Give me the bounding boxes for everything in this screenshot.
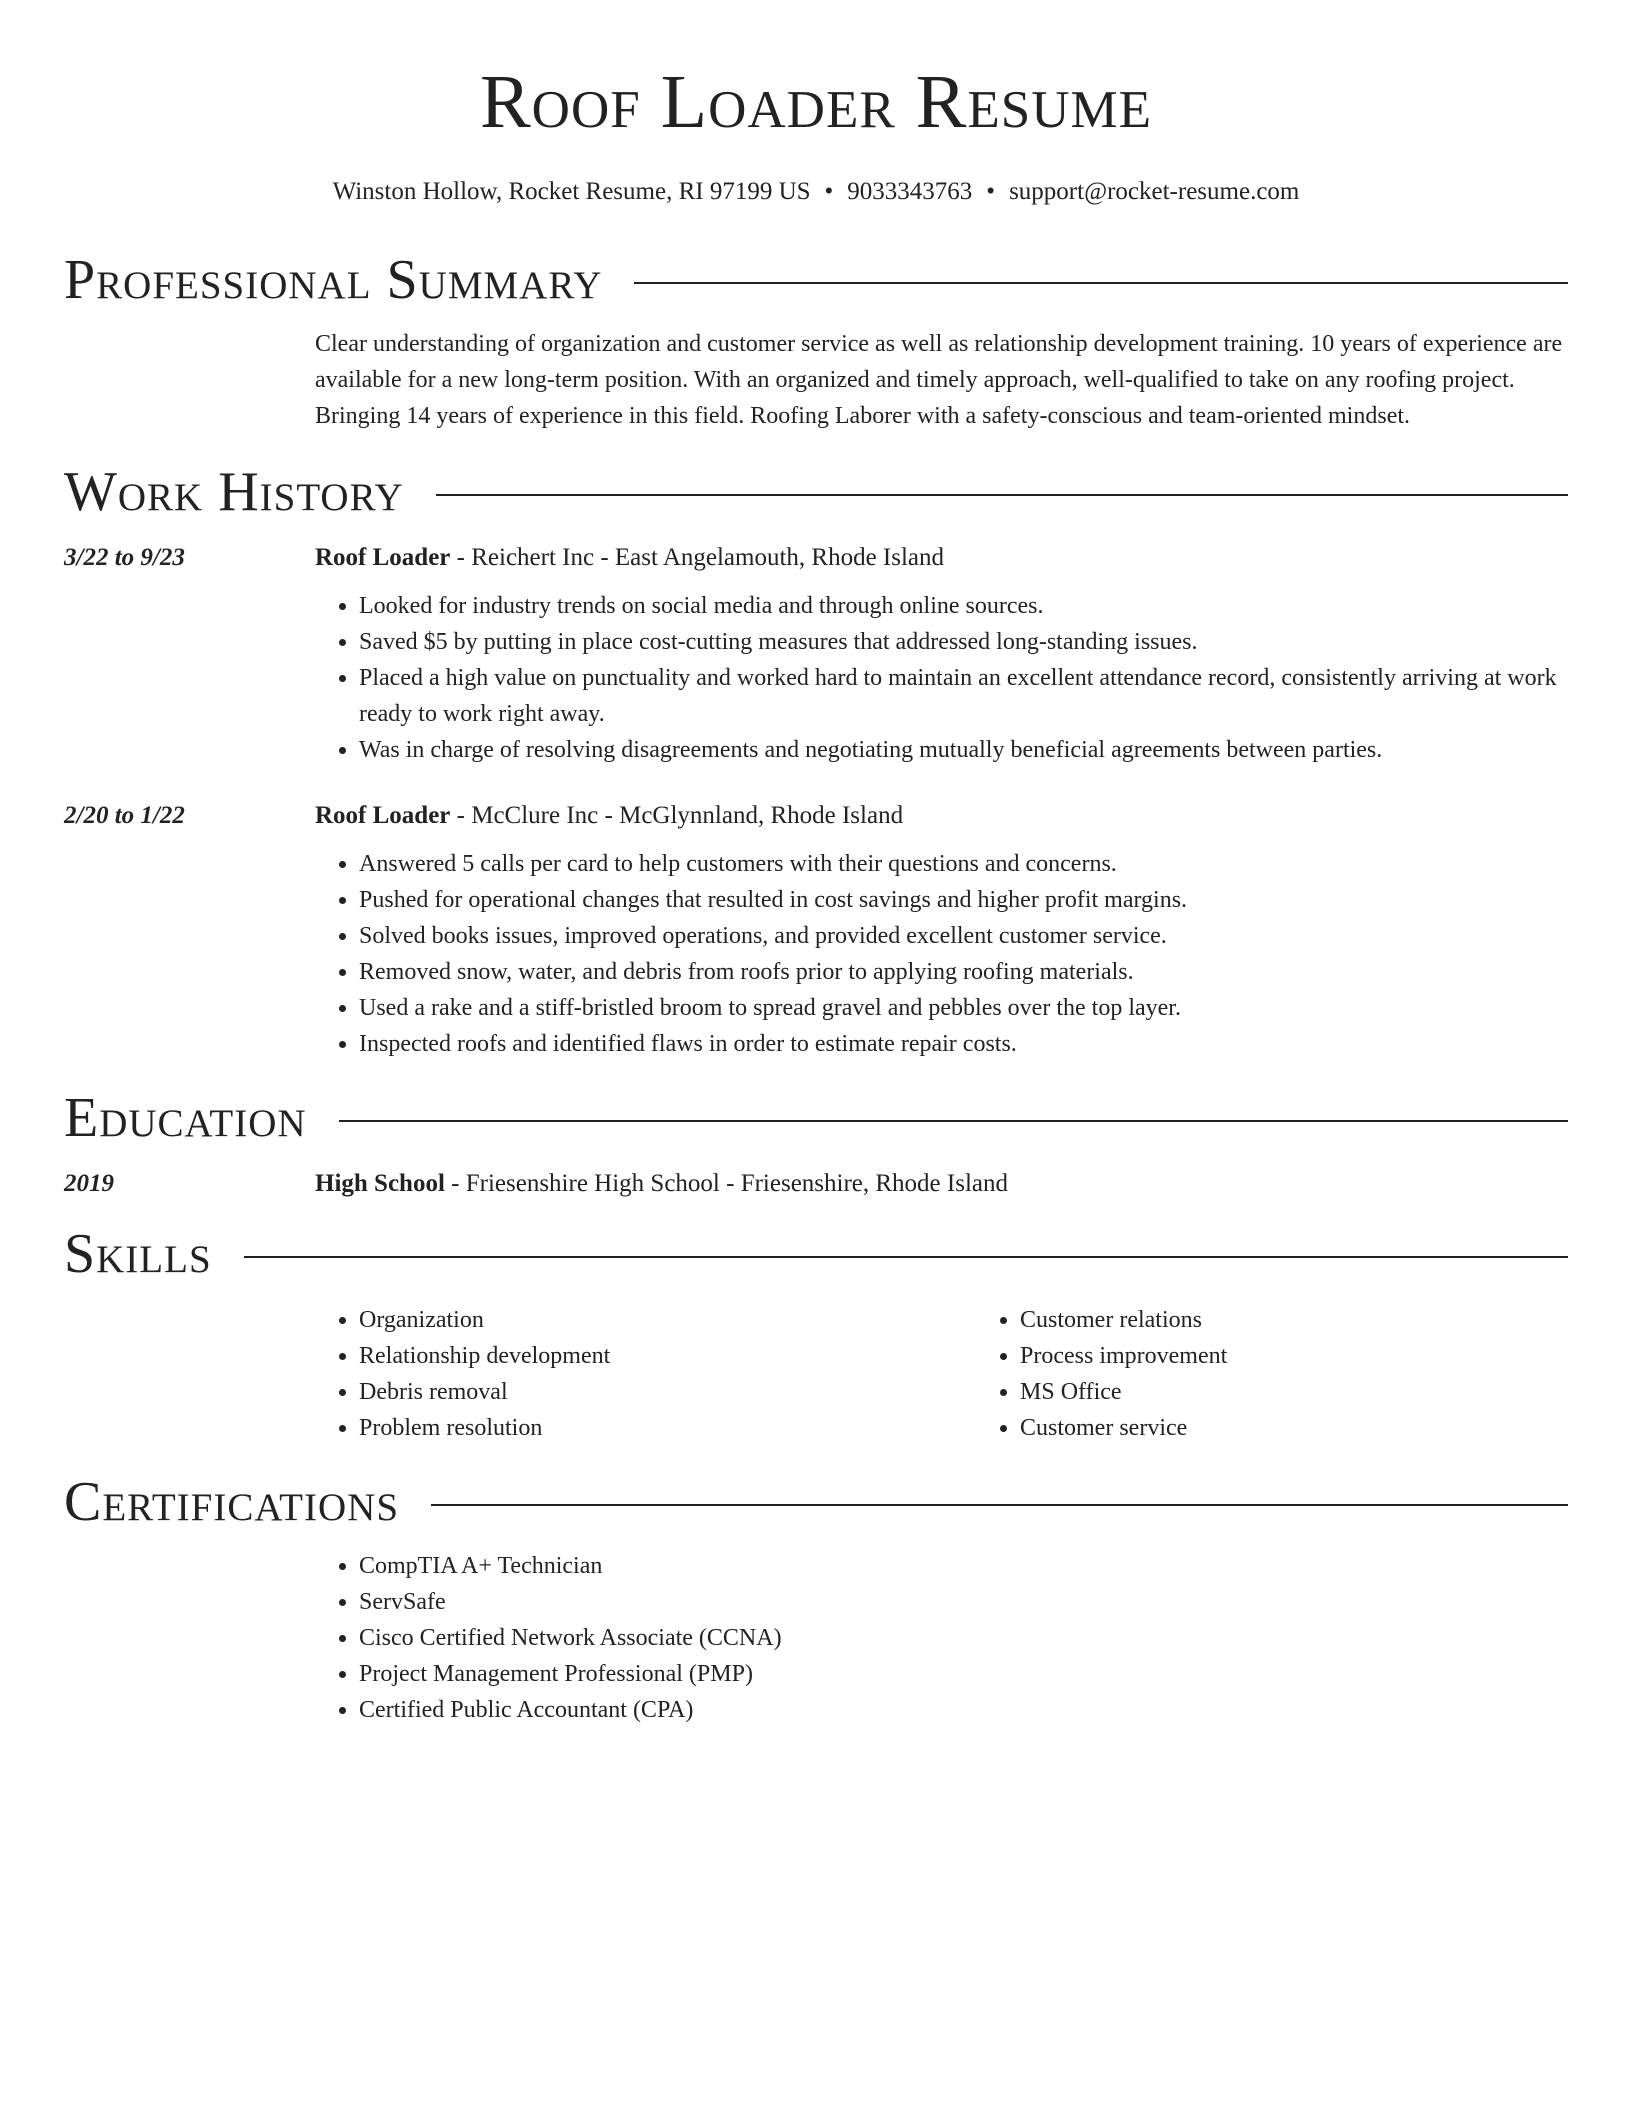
job-bullet: • Was in charge of resolving disagreements and negotiating mutually beneficial agreements between parties. [359, 732, 1568, 768]
certification-item: • Certified Public Accountant (CPA) [359, 1692, 1568, 1728]
certifications-heading: Certifications [64, 1471, 400, 1533]
contact-address: Winston Hollow, Rocket Resume, RI 97199 US [332, 178, 811, 205]
skill-item: • Process improvement [1020, 1338, 1632, 1374]
job-bullet: • Pushed for operational changes that resulted in cost savings and higher profit margins. [359, 882, 1568, 918]
section-divider [339, 1120, 1568, 1122]
summary-section-header [64, 248, 1568, 312]
section-divider [436, 494, 1568, 496]
resume-page [64, 0, 1568, 1728]
education-heading: Education [64, 1087, 307, 1149]
certifications-list [315, 1548, 1568, 1728]
contact-separator: • [824, 178, 834, 205]
contact-email: support@rocket-resume.com [1009, 178, 1300, 205]
education-details: - Friesenshire High School - Friesenshire, Rhode Island [444, 1170, 1009, 1197]
education-line [315, 1168, 1568, 1200]
job-details: - Reichert Inc - East Angelamouth, Rhode Island [450, 544, 945, 571]
certification-item: • Cisco Certified Network Associate (CCNA) [359, 1620, 1568, 1656]
certifications-spacer [64, 1548, 315, 1728]
job-body [315, 542, 1568, 768]
skill-item: • Problem resolution [359, 1410, 976, 1446]
job-dates: 3/22 to 9/23 [64, 544, 185, 571]
certification-item: • CompTIA A+ Technician [359, 1548, 1568, 1584]
section-divider [634, 282, 1568, 284]
education-entry [64, 1168, 1568, 1200]
certifications-section-header [64, 1470, 1568, 1534]
contact-phone: 9033343763 [847, 178, 973, 205]
summary-heading: Professional Summary [64, 249, 603, 311]
education-degree: High School [315, 1170, 445, 1197]
job-bullets [315, 846, 1568, 1062]
summary-text: Clear understanding of organization and customer service as well as relationship development training. 10 years of experience are available for a new long-term position. With an organized and timely approach, well-qualified to take on any roofing project. Bringing 14 years of experience in this field. Roofing Laborer with a safety-conscious and team-oriented mindset. [315, 331, 1563, 429]
skills-section-header [64, 1222, 1568, 1286]
job-title: Roof Loader [315, 544, 451, 571]
job-details: - McClure Inc - McGlynnland, Rhode Island [450, 802, 904, 829]
education-section-header [64, 1086, 1568, 1150]
skills-grid [315, 1302, 1632, 1446]
summary-spacer [64, 326, 315, 434]
skill-item: • Customer relations [1020, 1302, 1632, 1338]
job-entry [64, 542, 1568, 768]
work-heading: Work History [64, 461, 404, 523]
job-title: Roof Loader [315, 802, 451, 829]
job-bullet: • Saved $5 by putting in place cost-cutting measures that addressed long-standing issues. [359, 624, 1568, 660]
job-entry [64, 800, 1568, 1062]
job-bullet: • Answered 5 calls per card to help customers with their questions and concerns. [359, 846, 1568, 882]
skill-item: • Customer service [1020, 1410, 1632, 1446]
job-bullet: • Placed a high value on punctuality and worked hard to maintain an excellent attendance record, consistently arriving at work ready to work right away. [359, 660, 1568, 732]
job-bullet: • Solved books issues, improved operations, and provided excellent customer service. [359, 918, 1568, 954]
job-title-line [315, 800, 1568, 832]
certifications-body [315, 1548, 1568, 1728]
skills-heading: Skills [64, 1223, 212, 1285]
skills-list-right [976, 1302, 1632, 1446]
job-bullet: • Inspected roofs and identified flaws in order to estimate repair costs. [359, 1026, 1568, 1062]
job-body [315, 800, 1568, 1062]
skill-item: • MS Office [1020, 1374, 1632, 1410]
education-body [315, 1168, 1568, 1200]
skills-row [64, 1302, 1568, 1446]
job-bullet: • Looked for industry trends on social media and through online sources. [359, 588, 1568, 624]
section-divider [431, 1504, 1568, 1506]
resume-title: Roof Loader Resume [479, 60, 1152, 144]
summary-row [64, 326, 1568, 434]
skills-spacer [64, 1302, 315, 1446]
certification-item: • Project Management Professional (PMP) [359, 1656, 1568, 1692]
skill-item: • Organization [359, 1302, 976, 1338]
certification-item: • ServSafe [359, 1584, 1568, 1620]
certifications-row [64, 1548, 1568, 1728]
work-section-header [64, 460, 1568, 524]
job-dates: 2/20 to 1/22 [64, 802, 185, 829]
job-bullet: • Used a rake and a stiff-bristled broom to spread gravel and pebbles over the top layer. [359, 990, 1568, 1026]
job-bullets [315, 588, 1568, 768]
skill-item: • Debris removal [359, 1374, 976, 1410]
contact-line [64, 176, 1568, 208]
contact-separator: • [986, 178, 996, 205]
job-bullet: • Removed snow, water, and debris from roofs prior to applying roofing materials. [359, 954, 1568, 990]
job-title-line [315, 542, 1568, 574]
section-divider [244, 1256, 1568, 1258]
skill-item: • Relationship development [359, 1338, 976, 1374]
skills-list-left [315, 1302, 976, 1446]
education-year: 2019 [64, 1170, 114, 1197]
